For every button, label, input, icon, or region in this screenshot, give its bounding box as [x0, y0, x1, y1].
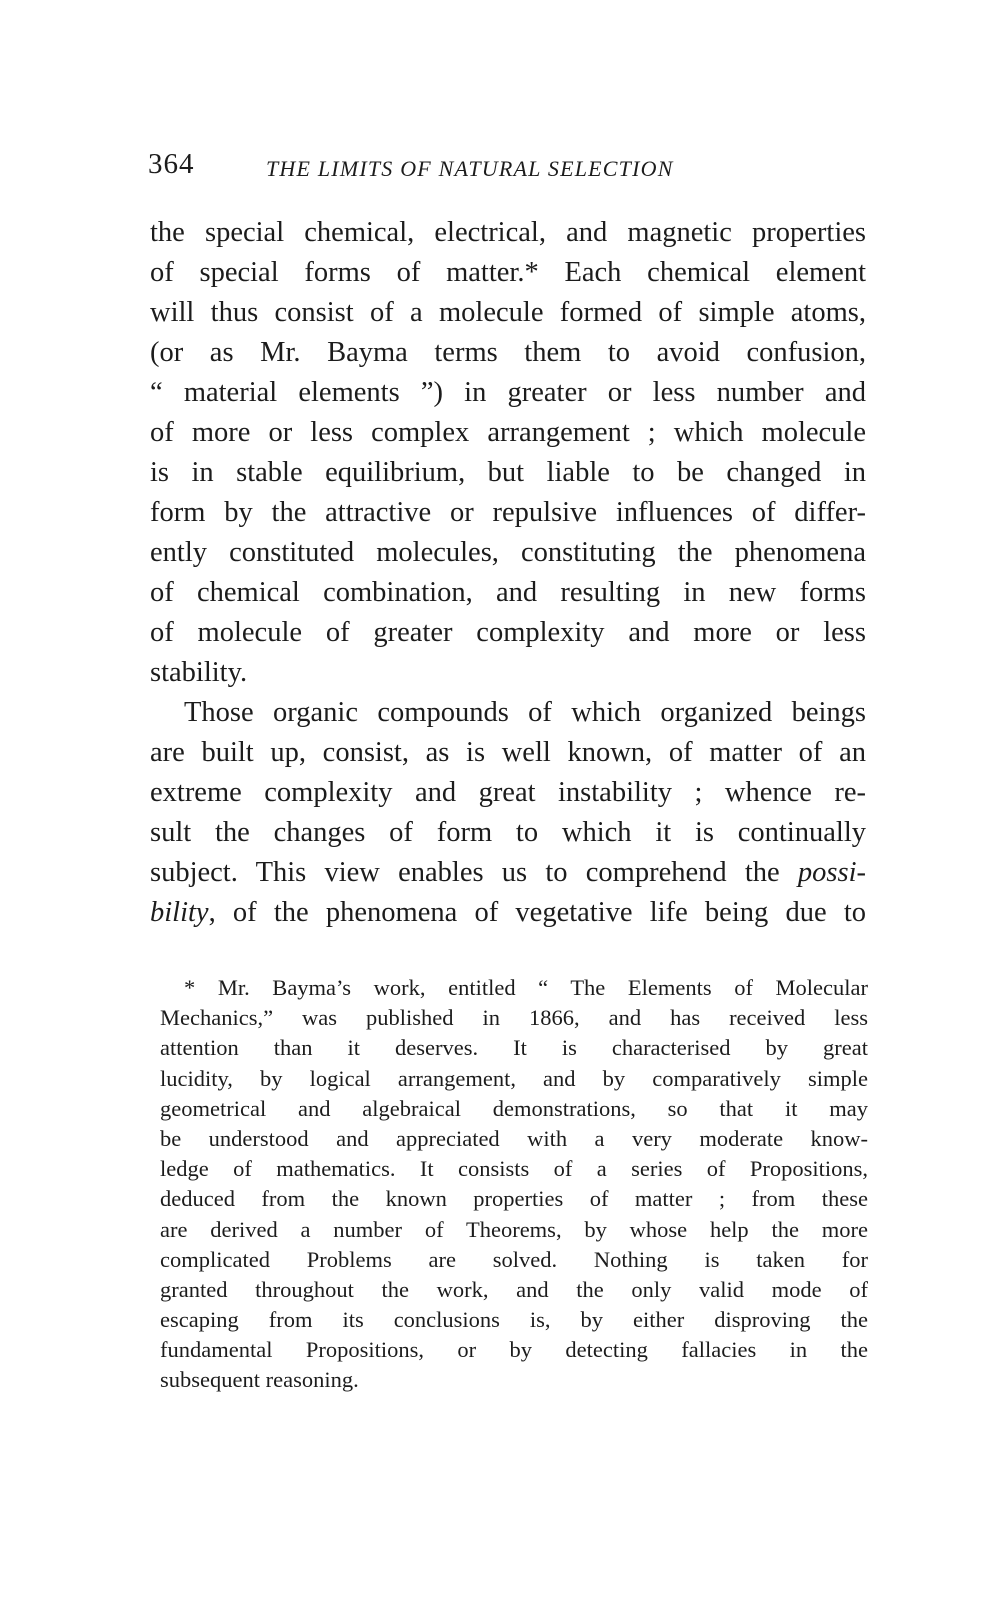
body-line: of special forms of matter.* Each chemical element [150, 257, 866, 288]
footnote-line: geometrical and algebraical demonstrations, so that it may [160, 1095, 868, 1121]
body-text [150, 213, 866, 933]
footnote-line: Mechanics,” was published in 1866, and has received less [160, 1005, 868, 1031]
body-line-text: subject. This view enables us to comprehend the [150, 857, 798, 888]
footnote-line: fundamental Propositions, or by detecting fallacies in the [160, 1337, 868, 1363]
footnote-line: lucidity, by logical arrangement, and by comparatively simple [160, 1065, 868, 1091]
body-line: form by the attractive or repulsive influences of differ- [150, 497, 866, 528]
footnote-line: deduced from the known properties of matter ; from these [160, 1186, 868, 1212]
footnote-line: subsequent reasoning. [160, 1367, 359, 1393]
body-line: of more or less complex arrangement ; which molecule [150, 417, 866, 448]
running-title: THE LIMITS OF NATURAL SELECTION [266, 156, 674, 181]
footnote-line: granted throughout the work, and the only valid mode of [160, 1276, 868, 1302]
body-line: will thus consist of a molecule formed of simple atoms, [150, 297, 866, 328]
body-line [150, 893, 866, 933]
body-line: is in stable equilibrium, but liable to be changed in [150, 457, 866, 488]
footnote-line: * Mr. Bayma’s work, entitled “ The Elements of Molecular [184, 975, 868, 1000]
body-line: sult the changes of form to which it is continually [150, 817, 866, 848]
footnote [160, 973, 868, 1396]
footnote-line: attention than it deserves. It is characterised by great [160, 1035, 868, 1061]
body-line [150, 853, 866, 893]
paragraph-start-line: Those organic compounds of which organized beings [184, 697, 866, 728]
italic-word: bility [150, 897, 209, 928]
body-line: of chemical combination, and resulting in new forms [150, 577, 866, 608]
body-line: “ material elements ”) in greater or less number and [150, 377, 866, 408]
body-line: of molecule of greater complexity and more or less [150, 617, 866, 648]
running-head [148, 148, 868, 188]
body-line-text: , of the phenomena of vegetative life being due to [208, 897, 866, 928]
body-line: the special chemical, electrical, and magnetic properties [150, 217, 866, 248]
footnote-line: are derived a number of Theorems, by whose help the more [160, 1216, 868, 1242]
body-line: (or as Mr. Bayma terms them to avoid confusion, [150, 337, 866, 368]
footnote-line: complicated Problems are solved. Nothing is taken for [160, 1246, 868, 1272]
footnote-line: be understood and appreciated with a very moderate know- [160, 1125, 868, 1151]
body-line: extreme complexity and great instability ; whence re- [150, 777, 866, 808]
page-number: 364 [148, 148, 195, 180]
footnote-line: escaping from its conclusions is, by either disproving the [160, 1307, 868, 1333]
body-line: ently constituted molecules, constituting the phenomena [150, 537, 866, 568]
body-line: are built up, consist, as is well known, of matter of an [150, 737, 866, 768]
footnote-line: ledge of mathematics. It consists of a series of Propositions, [160, 1156, 868, 1182]
body-line: stability. [150, 657, 248, 688]
italic-word: possi- [797, 857, 866, 888]
